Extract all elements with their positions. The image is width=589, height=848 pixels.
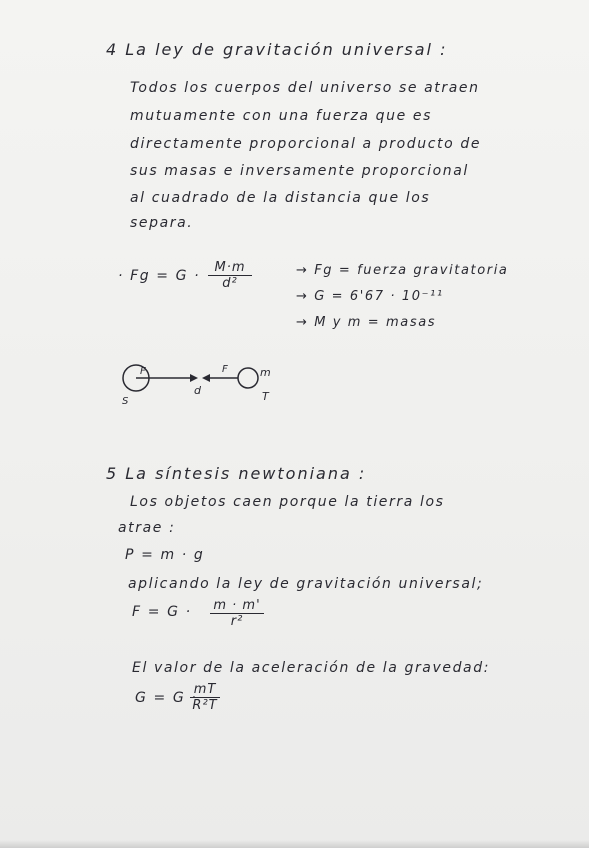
force-formula-numerator: m · m' — [210, 598, 264, 614]
gravity-formula-numerator: M·m — [208, 260, 252, 276]
force-label-1: F — [140, 366, 146, 377]
body-t-label: T — [262, 390, 269, 403]
applying-law-text: aplicando la ley de gravitación universal; — [128, 576, 484, 592]
page-bottom-edge — [0, 840, 589, 848]
section-4-text-line: al cuadrado de la distancia que los — [130, 190, 431, 206]
arrow-head-right-icon — [190, 374, 198, 382]
section-4-heading: 4 La ley de gravitación universal : — [106, 40, 448, 59]
mass-label: m — [260, 366, 271, 379]
gravity-formula-lhs: · Fg = G · — [118, 268, 201, 284]
force-label-2: F — [222, 364, 228, 375]
distance-label: d — [194, 384, 201, 397]
section-4-text-line: separa. — [130, 215, 194, 231]
gravity-value-text: El valor de la aceleración de la gravedad: — [132, 660, 491, 676]
body-t-circle — [238, 368, 258, 388]
section-4-text-line: mutuamente con una fuerza que es — [130, 108, 432, 124]
force-formula-fraction — [210, 598, 264, 629]
force-formula-denominator: r² — [230, 614, 244, 629]
section-4-text-line: Todos los cuerpos del universo se atraen — [130, 80, 480, 96]
section-4-text-line: sus masas e inversamente proporcional — [130, 163, 469, 179]
gravity-accel-formula-lhs: G = G · — [135, 690, 198, 706]
force-formula-lhs: F = G · — [132, 604, 192, 620]
gravity-formula-fraction — [208, 260, 252, 291]
section-5-text-line: Los objetos caen porque la tierra los — [130, 494, 445, 510]
legend-g: → G = 6'67 · 10⁻¹¹ — [296, 289, 444, 304]
legend-masses: → M y m = masas — [296, 315, 437, 330]
arrow-head-left-icon — [202, 374, 210, 382]
body-s-label: S — [122, 396, 129, 407]
gravity-diagram — [110, 360, 310, 410]
gravity-formula-denominator: d² — [222, 276, 238, 291]
legend-fg: → Fg = fuerza gravitatoria — [296, 263, 509, 278]
section-4-text-line: directamente proporcional a producto de — [130, 136, 482, 152]
weight-formula: P = m · g — [125, 547, 205, 563]
section-5-heading: 5 La síntesis newtoniana : — [106, 464, 367, 483]
section-5-text-line: atrae : — [118, 520, 176, 536]
gravity-accel-fraction — [190, 682, 220, 713]
gravity-accel-numerator: mT — [190, 682, 220, 698]
gravity-accel-denominator: R²T — [192, 698, 218, 713]
